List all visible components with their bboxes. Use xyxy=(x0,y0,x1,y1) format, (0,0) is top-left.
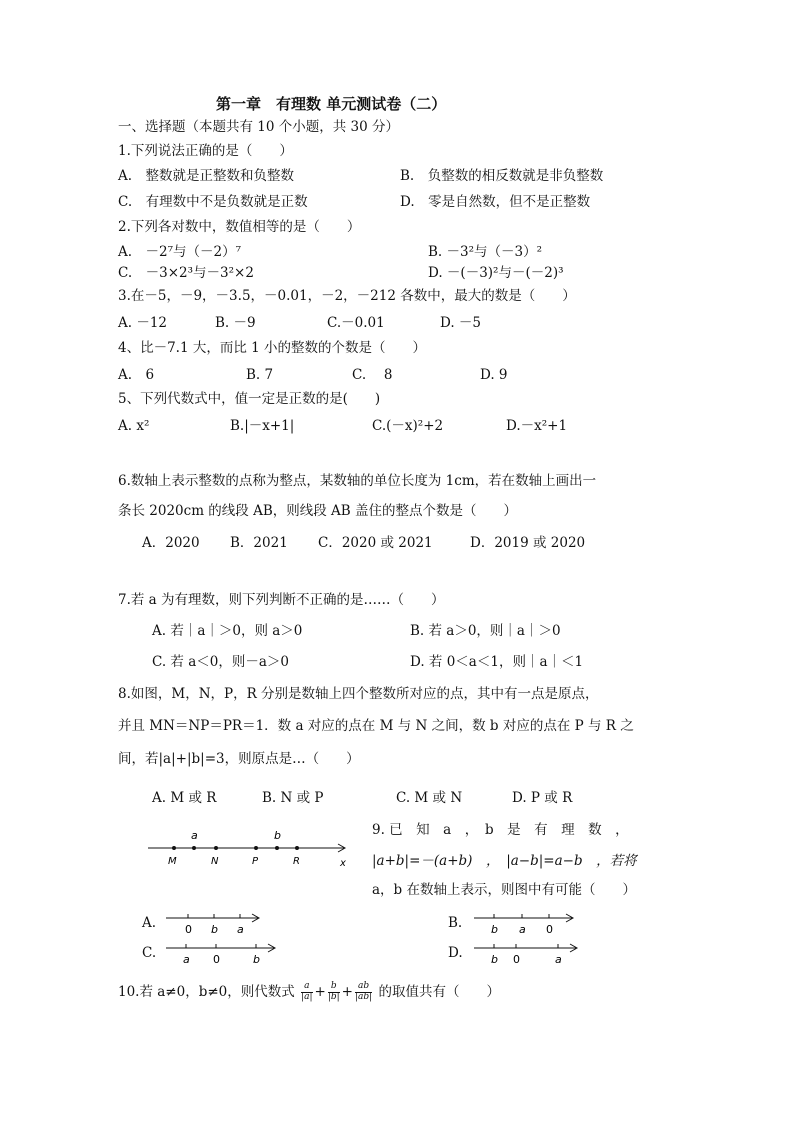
q1-stem: 1.下列说法正确的是（ ） xyxy=(118,143,293,159)
q10-stem xyxy=(118,982,500,1003)
page-title: 第一章 有理数 单元测试卷（二） xyxy=(216,95,447,113)
q8-option-a: A. M 或 R xyxy=(152,790,217,806)
q9-option-c-label: C. xyxy=(142,945,157,961)
q8-stem-line1: 8.如图，M，N，P，R 分别是数轴上四个整数所对应的点，其中有一点是原点， xyxy=(118,686,599,702)
q4-stem: 4、比－7.1 大，而比 1 小的整数的个数是（ ） xyxy=(118,340,427,356)
q10-suffix: 的取值共有（ ） xyxy=(378,983,500,1000)
label-R: R xyxy=(293,856,300,867)
q4-option-a: A. 6 xyxy=(118,367,155,383)
q9-option-a-label: A. xyxy=(142,915,157,931)
q8-option-d: D. P 或 R xyxy=(512,790,573,806)
q9d-mark-1: b xyxy=(491,953,498,966)
q10-fraction-2: $\frac{b}{|b|}$ xyxy=(327,981,340,1002)
q7-option-a: A. 若｜a｜＞0，则 a＞0 xyxy=(152,623,303,639)
q9a-mark-2: b xyxy=(211,923,218,936)
point-R xyxy=(295,846,299,850)
q1-option-d: D. 零是自然数，但不是正整数 xyxy=(400,194,591,210)
q10-prefix: 10.若 a≠0，b≠0，则代数式 xyxy=(118,983,295,1000)
q9d-mark-2: 0 xyxy=(513,953,520,966)
q5-option-a: A. x² xyxy=(118,418,150,434)
point-N xyxy=(214,846,218,850)
q10-plus-1: + xyxy=(314,983,326,1000)
q6-stem-line2: 条长 2020cm 的线段 AB，则线段 AB 盖住的整点个数是（ ） xyxy=(118,503,518,519)
point-P xyxy=(254,846,258,850)
label-x: x xyxy=(340,858,346,869)
q10-plus-2: + xyxy=(341,983,353,1000)
q5-stem: 5、下列代数式中，值一定是正数的是( ) xyxy=(118,391,381,407)
q7-option-b: B. 若 a＞0，则｜a｜＞0 xyxy=(410,623,561,639)
q4-option-c: C. 8 xyxy=(352,367,393,383)
q7-stem: 7.若 a 为有理数，则下列判断不正确的是……（ ） xyxy=(118,592,445,608)
q9c-mark-2: 0 xyxy=(213,953,220,966)
section-heading: 一、选择题（本题共有 10 个小题，共 30 分） xyxy=(118,119,400,135)
q2-option-b: B. －3²与（－3）² xyxy=(428,244,543,260)
q9c-mark-3: b xyxy=(253,953,260,966)
q9-option-d-number-line xyxy=(472,937,582,967)
q9-stem-line3: a，b 在数轴上表示，则图中有可能（ ） xyxy=(372,882,636,898)
q5-option-d: D.－x²+1 xyxy=(506,418,568,434)
q8-option-c: C. M 或 N xyxy=(396,790,463,806)
q8-option-b: B. N 或 P xyxy=(262,790,324,806)
q9a-mark-1: 0 xyxy=(185,923,192,936)
q5-option-c: C.(－x)²+2 xyxy=(372,418,444,434)
point-M xyxy=(172,846,176,850)
q6-option-d: D．2019 或 2020 xyxy=(470,535,586,551)
q4-option-d: D. 9 xyxy=(480,367,508,383)
q6-stem-line1: 6.数轴上表示整数的点称为整点，某数轴的单位长度为 1cm，若在数轴上画出一 xyxy=(118,473,597,489)
q6-option-c: C．2020 或 2021 xyxy=(318,535,433,551)
q9-option-b-number-line xyxy=(472,907,578,937)
label-b: b xyxy=(274,829,281,842)
q3-option-c: C.－0.01 xyxy=(327,315,385,331)
q10-fraction-1: $\frac{a}{|a|}$ xyxy=(301,981,313,1002)
q9d-mark-3: a xyxy=(555,953,562,966)
q9c-mark-1: a xyxy=(183,953,190,966)
label-N: N xyxy=(211,856,219,867)
q7-option-c: C. 若 a＜0，则－a＞0 xyxy=(152,654,289,670)
q9b-mark-3: 0 xyxy=(546,923,553,936)
q3-option-b: B. －9 xyxy=(215,315,256,331)
q5-option-b: B.|－x+1| xyxy=(230,418,295,434)
q9a-mark-3: a xyxy=(237,923,244,936)
q6-option-b: B．2021 xyxy=(230,535,288,551)
point-b xyxy=(275,846,279,850)
q9-option-d-label: D. xyxy=(448,945,463,961)
q3-stem: 3.在－5，－9，－3.5，－0.01，－2，－212 各数中，最大的数是（ ） xyxy=(118,288,576,304)
label-M: M xyxy=(168,856,177,867)
q8-number-line-figure xyxy=(144,824,354,872)
q2-option-d: D. －(－3)²与－(－2)³ xyxy=(428,265,564,281)
q2-stem: 2.下列各对数中，数值相等的是（ ） xyxy=(118,219,361,235)
q9-option-b-label: B. xyxy=(448,915,463,931)
q3-option-a: A. －12 xyxy=(118,315,168,331)
q7-option-d: D. 若 0＜a＜1，则｜a｜＜1 xyxy=(410,654,584,670)
q1-option-a: A. 整数就是正整数和负整数 xyxy=(118,168,295,184)
q9b-mark-2: a xyxy=(519,923,526,936)
q6-option-a: A．2020 xyxy=(142,535,200,551)
q9-stem-line1: 9. 已 知 a ， b 是 有 理 数 ， xyxy=(372,822,629,838)
q2-option-c: C. －3×2³与－3²×2 xyxy=(118,265,254,281)
label-a: a xyxy=(191,829,198,842)
q9-option-a-number-line xyxy=(164,907,264,937)
label-P: P xyxy=(252,856,259,867)
q9b-mark-1: b xyxy=(491,923,498,936)
q1-option-b: B. 负整数的相反数就是非负整数 xyxy=(400,168,604,184)
q9-option-c-number-line xyxy=(164,937,280,967)
q2-option-a: A. －2⁷与（－2）⁷ xyxy=(118,244,242,260)
q1-option-c: C. 有理数中不是负数就是正数 xyxy=(118,194,308,210)
q8-stem-line3: 间，若|a|+|b|=3，则原点是…（ ） xyxy=(118,751,360,767)
point-a xyxy=(192,846,196,850)
q3-option-d: D. －5 xyxy=(440,315,482,331)
q10-fraction-3: $\frac{ab}{|ab|}$ xyxy=(354,981,373,1002)
q4-option-b: B. 7 xyxy=(246,367,274,383)
q8-stem-line2: 并且 MN＝NP＝PR＝1．数 a 对应的点在 M 与 N 之间，数 b 对应的点在 P 与 R 之 xyxy=(118,718,634,734)
q9-stem-line2: |a+b|=－(a+b) ， |a−b|=a−b ，若将 xyxy=(372,853,637,869)
